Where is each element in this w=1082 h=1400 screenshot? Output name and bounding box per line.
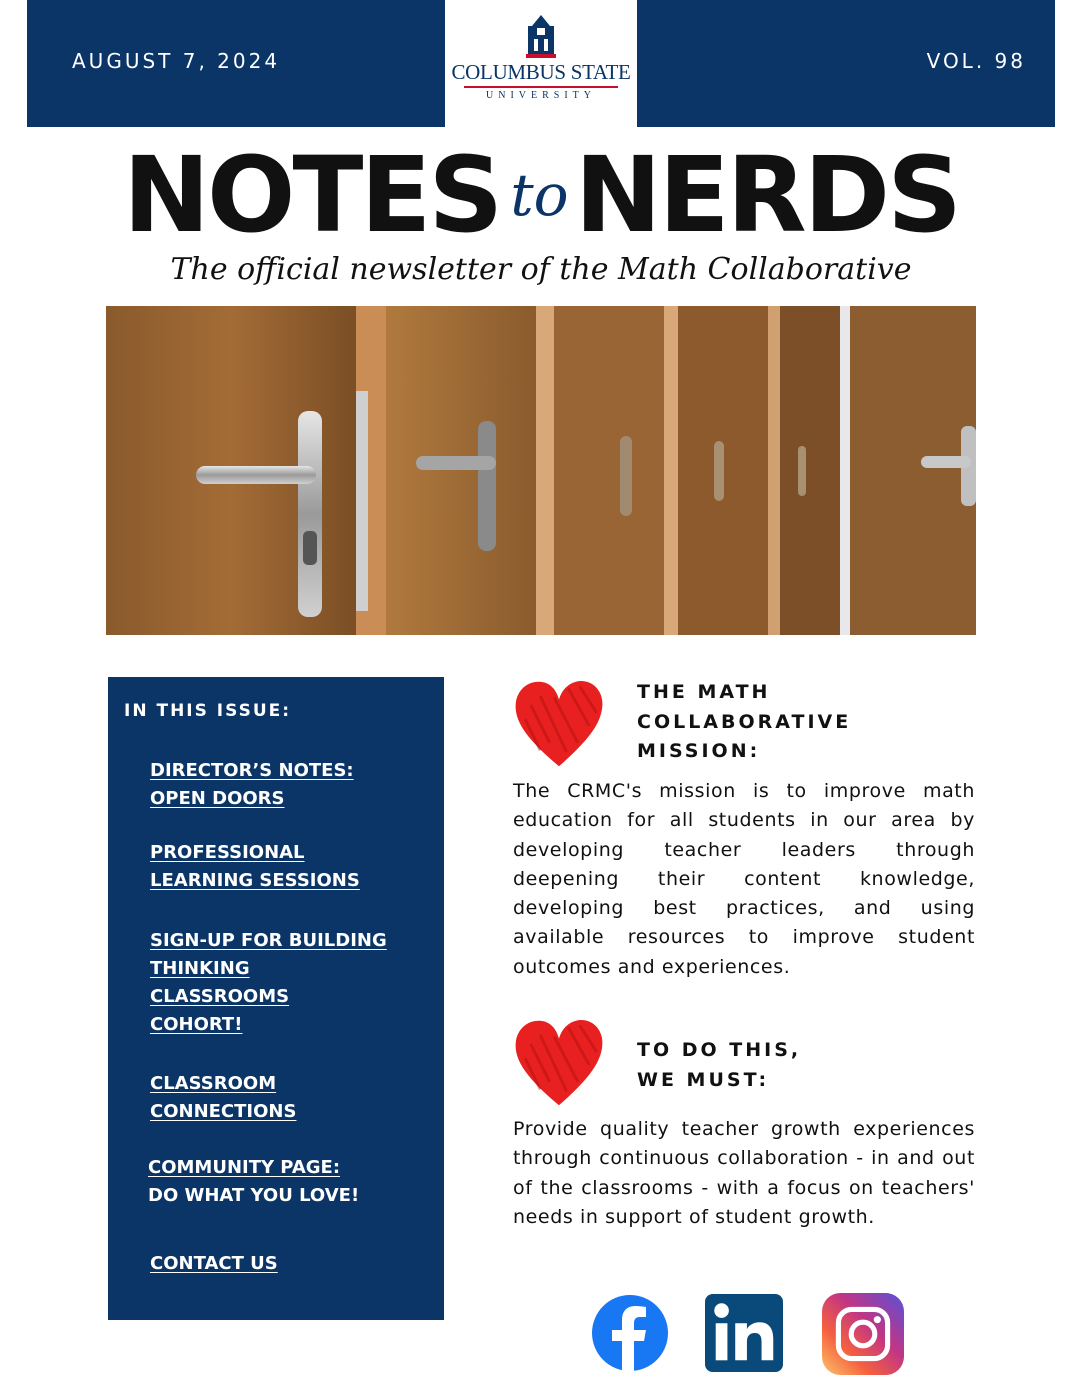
mission-heading: THE MATH COLLABORATIVE MISSION: [637,681,852,762]
logo-wordmark: COLUMBUS STATE [451,60,631,84]
hero-image-doors [106,306,976,635]
facebook-icon[interactable] [590,1293,670,1373]
in-this-issue-panel [108,677,444,1320]
todo-text: Provide quality teacher growth experiences through continuous collaboration - in and out of the classrooms - with a focus on teachers' needs in support of student growth. [513,1118,975,1228]
issue-date: AUGUST 7, 2024 [72,49,281,73]
logo-rule [464,86,618,88]
logo-subtext: UNIVERSITY [486,90,596,101]
newsletter-subtitle: The official newsletter of the Math Collaborative [170,252,912,287]
toc-link-directors-notes[interactable]: DIRECTOR’S NOTES: OPEN DOORS [150,760,354,809]
instagram-icon[interactable] [822,1293,904,1375]
toc-link-community-page[interactable]: COMMUNITY PAGE: DO WHAT YOU LOVE! [148,1157,360,1206]
title-notes: NOTES [123,134,501,256]
clocktower-icon [524,14,558,58]
toc-link-contact-us[interactable]: CONTACT US [150,1253,278,1274]
toc-link-classroom-connections[interactable]: CLASSROOM CONNECTIONS [150,1073,297,1122]
linkedin-icon[interactable] [705,1294,783,1372]
toc-link-building-thinking-classrooms[interactable]: SIGN-UP FOR BUILDING THINKING CLASSROOMS COHORT! [150,930,387,1035]
heart-icon [512,1011,606,1115]
in-this-issue-heading: IN THIS ISSUE: [124,701,292,721]
title-to: to [510,161,569,229]
university-logo[interactable] [445,0,637,130]
mission-text: The CRMC's mission is to improve math education for all students in our area by developing teacher leaders through deepening their content knowledge, developing best practices, and using available resources to improve student outcomes and experiences. [513,780,975,978]
title-nerds: NERDS [574,134,959,256]
heart-icon [512,672,606,776]
newsletter-title [0,134,1082,256]
toc-link-professional-learning[interactable]: PROFESSIONAL LEARNING SESSIONS [150,842,360,891]
issue-volume: VOL. 98 [926,49,1026,73]
todo-heading: TO DO THIS, WE MUST: [637,1039,802,1091]
